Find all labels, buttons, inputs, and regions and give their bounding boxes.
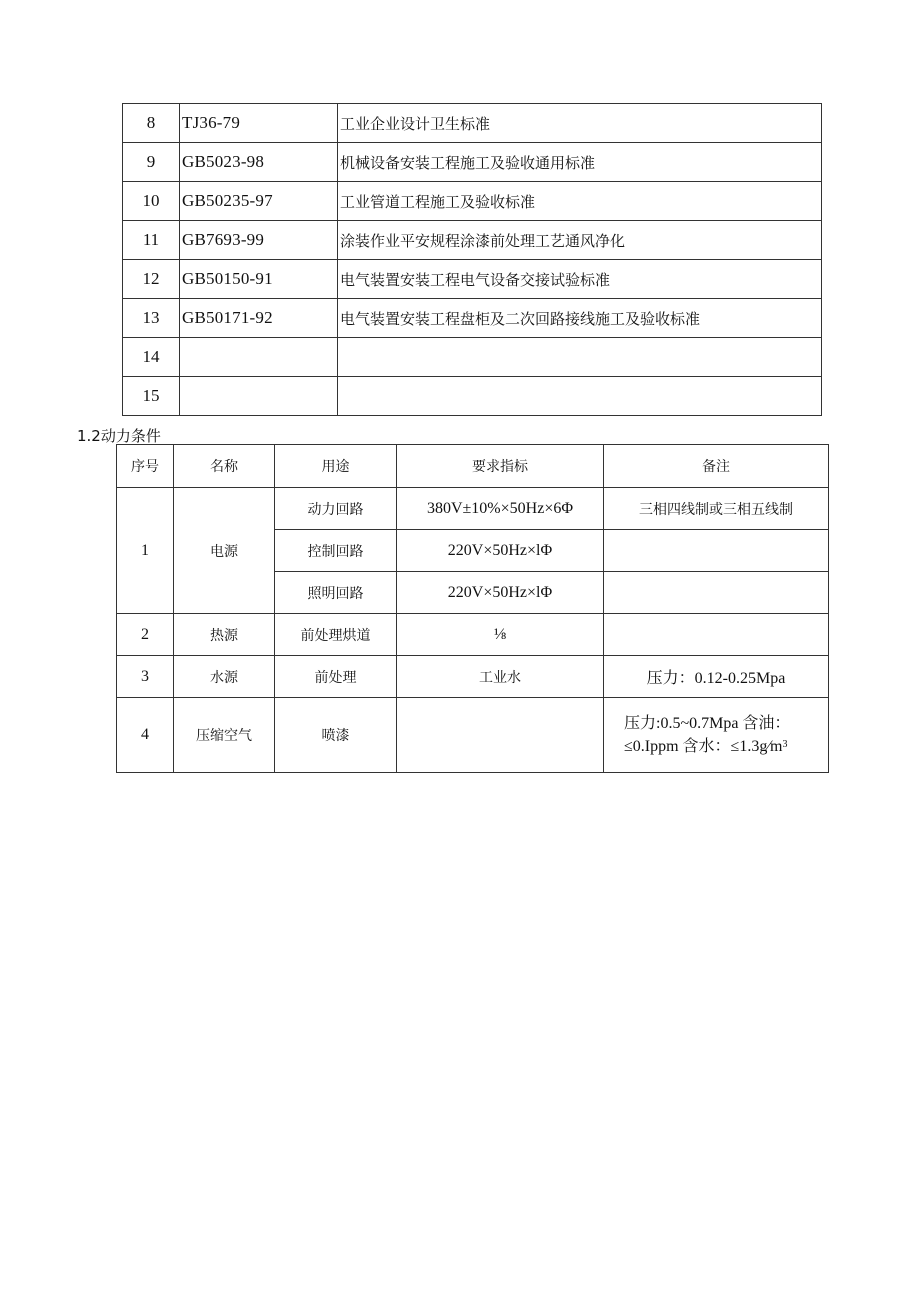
cell-use: 前处理 [275,656,397,698]
note-line-2 [624,735,828,758]
cell-requirement: 工业水 [397,656,604,698]
cell-code [180,338,338,377]
cell-requirement: 220V×50Hz×lΦ [397,530,604,572]
cell-requirement [397,698,604,773]
cell-no: 9 [123,143,180,182]
table-row [123,104,822,143]
note-line-2-text: ≤0.Ippm 含水：≤1.3g∕m [624,738,783,755]
cell-code: GB7693-99 [180,221,338,260]
cell-requirement: 380V±10%×50Hz×6Φ [397,488,604,530]
cell-no: 15 [123,377,180,416]
cell-no: 2 [117,614,174,656]
table-row [123,338,822,377]
cell-note [604,614,829,656]
header-name: 名称 [174,445,275,488]
cell-requirement: ⅛ [397,614,604,656]
cell-requirement: 220V×50Hz×lΦ [397,572,604,614]
cell-name: 涂装作业平安规程涂漆前处理工艺通风净化 [338,221,822,260]
cell-name: 水源 [174,656,275,698]
cell-code: TJ36-79 [180,104,338,143]
table-row [123,377,822,416]
cell-note [604,572,829,614]
header-requirement: 要求指标 [397,445,604,488]
cell-no: 14 [123,338,180,377]
table-row [117,614,829,656]
cell-use: 动力回路 [275,488,397,530]
cell-use: 前处理烘道 [275,614,397,656]
cell-code: GB50150-91 [180,260,338,299]
cell-no: 13 [123,299,180,338]
cell-note [604,698,829,773]
cell-no: 4 [117,698,174,773]
cell-name: 工业企业设计卫生标准 [338,104,822,143]
standards-table [122,103,822,416]
header-note: 备注 [604,445,829,488]
cell-name: 电气装置安装工程电气设备交接试验标准 [338,260,822,299]
header-use: 用途 [275,445,397,488]
cell-code: GB50235-97 [180,182,338,221]
header-no: 序号 [117,445,174,488]
table-row [123,182,822,221]
table-row [117,698,829,773]
note-line-1: 压力:0.5~0.7Mpa 含油： [624,715,791,732]
cell-name: 工业管道工程施工及验收标准 [338,182,822,221]
cell-code: GB5023-98 [180,143,338,182]
table-row [117,656,829,698]
cell-name: 电源 [174,488,275,614]
cell-name [338,338,822,377]
superscript: 3 [782,739,788,750]
cell-code [180,377,338,416]
table-row [123,299,822,338]
table-row [123,260,822,299]
cell-code: GB50171-92 [180,299,338,338]
cell-no: 11 [123,221,180,260]
cell-use: 控制回路 [275,530,397,572]
cell-no: 12 [123,260,180,299]
cell-name: 压缩空气 [174,698,275,773]
power-conditions-table [116,444,829,773]
table-row [117,488,829,530]
table-row [123,221,822,260]
cell-no: 3 [117,656,174,698]
cell-note: 三相四线制或三相五线制 [604,488,829,530]
cell-no: 8 [123,104,180,143]
section-title: 1.2动力条件 [77,427,161,445]
cell-use: 喷漆 [275,698,397,773]
cell-note [604,530,829,572]
cell-name: 热源 [174,614,275,656]
cell-name: 电气装置安装工程盘柜及二次回路接线施工及验收标准 [338,299,822,338]
cell-no: 10 [123,182,180,221]
cell-name [338,377,822,416]
cell-name: 机械设备安装工程施工及验收通用标准 [338,143,822,182]
cell-use: 照明回路 [275,572,397,614]
table-row [123,143,822,182]
cell-note: 压力：0.12-0.25Mpa [604,656,829,698]
cell-no: 1 [117,488,174,614]
table-header-row [117,445,829,488]
